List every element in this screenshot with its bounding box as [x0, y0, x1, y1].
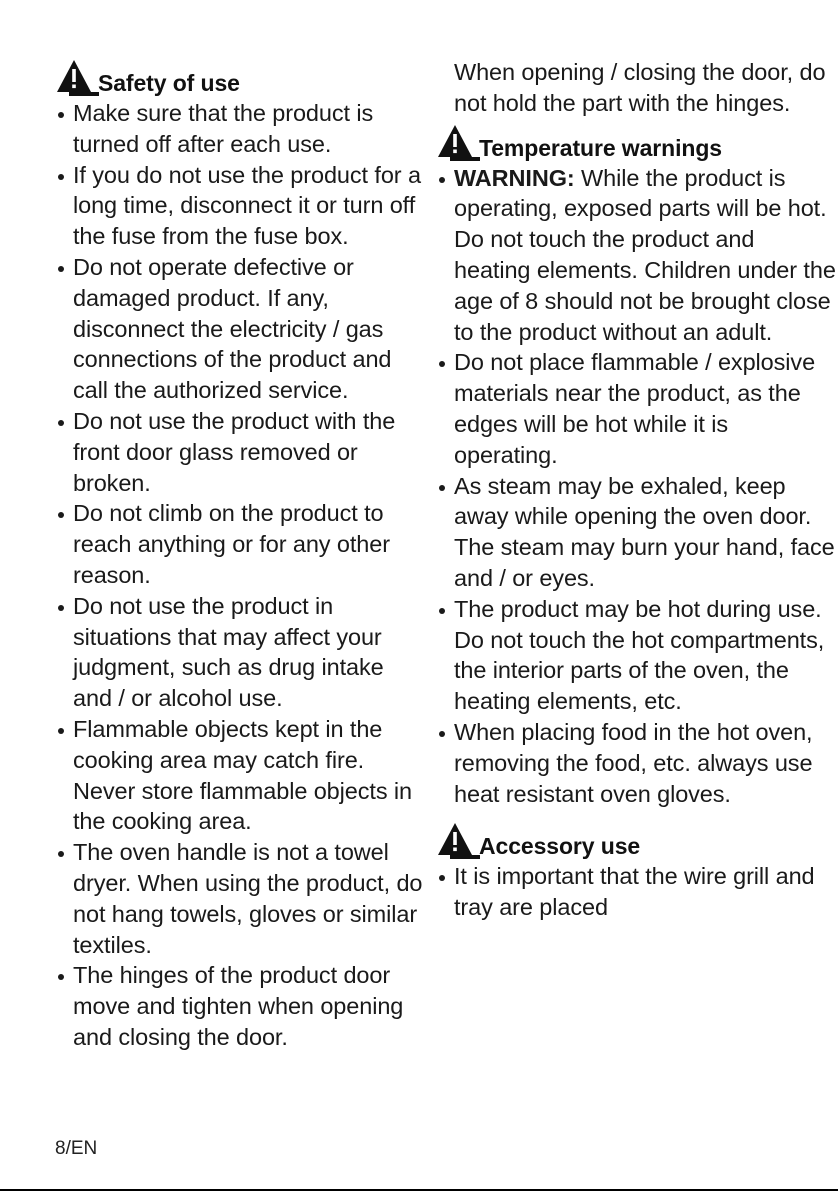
warning-text: While the product is operating, exposed parts will be hot. Do not touch the product and heating elements. Children under the age of 8 should not be brought close to the product without an adult. [454, 164, 836, 345]
right-column [436, 57, 836, 923]
temperature-warnings-list [436, 163, 836, 810]
list-item: Do not climb on the product to reach anything or for any other reason. [55, 498, 425, 590]
section-heading-safety-of-use: Safety of use [55, 58, 425, 98]
accessory-use-list [436, 861, 836, 923]
page-number: 8/EN [55, 1138, 98, 1159]
section-heading-accessory-use: Accessory use [436, 821, 836, 861]
section-heading-temperature-warnings: Temperature warnings [436, 123, 836, 163]
warning-triangle-icon [55, 58, 99, 98]
warning-triangle-icon [436, 123, 480, 163]
list-item: Do not use the product with the front door glass removed or broken. [55, 406, 425, 498]
list-item: It is important that the wire grill and tray are placed [436, 861, 836, 923]
list-item: When placing food in the hot oven, removing the food, etc. always use heat resistant oven gloves. [436, 717, 836, 809]
list-item [436, 163, 836, 348]
warning-label: WARNING: [454, 164, 575, 191]
list-item: Do not place flammable / explosive materials near the product, as the edges will be hot while it is operating. [436, 347, 836, 470]
list-item: If you do not use the product for a long time, disconnect it or turn off the fuse from the fuse box. [55, 160, 425, 252]
list-item: As steam may be exhaled, keep away while opening the oven door. The steam may burn your hand, face and / or eyes. [436, 471, 836, 594]
left-column [55, 58, 425, 1053]
continued-paragraph: When opening / closing the door, do not hold the part with the hinges. [454, 59, 826, 116]
list-item: The product may be hot during use. Do not touch the hot compartments, the interior parts of the oven, the heating elements, etc. [436, 594, 836, 717]
list-item: Do not operate defective or damaged product. If any, disconnect the electricity / gas connections of the product and call the authorized service. [55, 252, 425, 406]
list-item: Do not use the product in situations that may affect your judgment, such as drug intake and / or alcohol use. [55, 591, 425, 714]
list-item: The hinges of the product door move and tighten when opening and closing the door. [55, 960, 425, 1052]
list-item: Flammable objects kept in the cooking area may catch fire. Never store flammable objects in the cooking area. [55, 714, 425, 837]
warning-triangle-icon [436, 821, 480, 861]
safety-of-use-list [55, 98, 425, 1053]
list-item: The oven handle is not a towel dryer. When using the product, do not hang towels, gloves or similar textiles. [55, 837, 425, 960]
list-item: Make sure that the product is turned off after each use. [55, 98, 425, 160]
